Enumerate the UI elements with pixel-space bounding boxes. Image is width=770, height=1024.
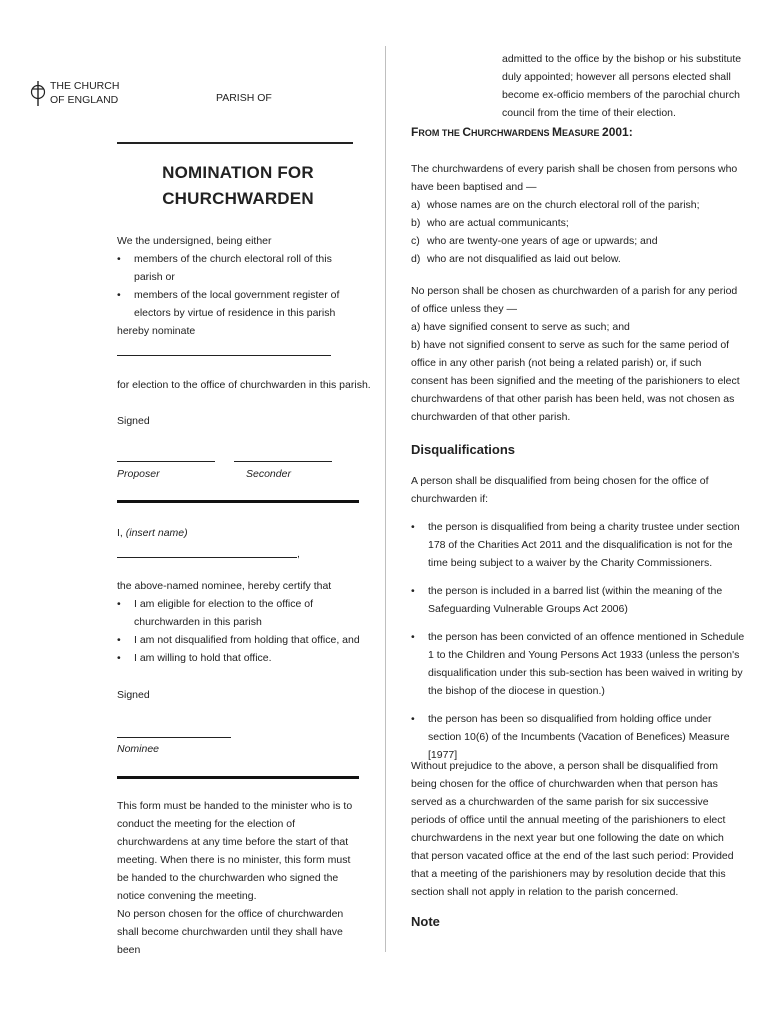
parish-label: PARISH OF — [216, 92, 272, 104]
nominee-signature-line — [117, 737, 231, 738]
certify-bullet: • I am willing to hold that office. — [117, 649, 363, 667]
chosen-item-c: c) who are twenty-one years of age or upwards; and — [411, 235, 658, 247]
disqualification-list — [411, 518, 745, 764]
for-election-text: for election to the office of churchwarden in this parish. — [117, 379, 371, 391]
certifier-name-line — [117, 557, 297, 558]
nominee-name-line — [117, 355, 331, 356]
disqualification-item: • the person has been convicted of an offence mentioned in Schedule 1 to the Children and Young Persons Act 1933 (unless the person's disqualification under this sub-section has been waived in writing by the bishop of the diocese in question.) — [411, 628, 745, 700]
logo-line-2: OF ENGLAND — [50, 94, 119, 106]
note-heading: Note — [411, 914, 440, 929]
seconder-signature-line — [234, 461, 332, 462]
footer-paragraph-2: No person chosen for the office of churchwarden shall become churchwarden until they shall have been — [117, 908, 344, 956]
proposer-signature-line — [117, 461, 215, 462]
insert-name-hint: (insert name) — [125, 527, 188, 539]
chosen-intro: The churchwardens of every parish shall be chosen from persons who have been baptised and — — [411, 163, 738, 193]
section-divider-2 — [117, 776, 359, 779]
no-person-item-b: b) have not signified consent to serve as such for the same period of office in any other parish (not being a related parish) or, if such consent has been signified and the meeting of the parishioners to elect churchwardens of that other parish has been held, was not chosen as churchwarden of that other parish. — [411, 339, 740, 423]
certify-intro: the above-named nominee, hereby certify that — [117, 580, 332, 592]
column-divider — [385, 46, 386, 952]
disqualification-item: • the person has been so disqualified from holding office under section 10(6) of the Incumbents (Vacation of Benefices) Measure [1977] — [411, 710, 745, 764]
title-line-1: NOMINATION FOR — [162, 163, 314, 182]
seconder-label: Seconder — [246, 468, 291, 480]
undersigned-bullet: • members of the local government register of electors by virtue of residence in this parish — [117, 286, 361, 322]
logo-line-1: THE CHURCH — [50, 80, 120, 92]
parish-name-line — [117, 142, 353, 144]
certify-section — [117, 577, 363, 667]
certifier-comma: , — [297, 548, 300, 560]
no-person-intro: No person shall be chosen as churchwarden of a parish for any period of office unless they — — [411, 285, 738, 315]
disqualifications-heading: Disqualifications — [411, 442, 516, 457]
continuation-text: admitted to the office by the bishop or his substitute duly appointed; however all persons elected shall become ex-officio members of the parochial church council from the time of their election. — [502, 53, 742, 119]
title-line-2: CHURCHWARDEN — [162, 189, 314, 208]
proposer-label: Proposer — [117, 468, 160, 480]
undersigned-bullet: • members of the church electoral roll of this parish or — [117, 250, 361, 286]
undersigned-intro: We the undersigned, being either — [117, 235, 272, 247]
chosen-section — [411, 160, 741, 268]
footer-notes — [117, 797, 361, 959]
no-person-section — [411, 282, 741, 426]
insert-name-line — [117, 524, 188, 542]
church-of-england-logo — [30, 79, 120, 109]
undersigned-section — [117, 232, 361, 340]
disqualification-item: • the person is disqualified from being a charity trustee under section 178 of the Charities Act 2011 and the disqualification is not for the time being subject to a waiver by the Charity Commissioners. — [411, 518, 745, 572]
signed-label-1: Signed — [117, 415, 150, 427]
church-cross-icon — [30, 79, 46, 107]
hereby-nominate: hereby nominate — [117, 325, 196, 337]
nominee-label: Nominee — [117, 743, 160, 755]
prejudice-paragraph: Without prejudice to the above, a person shall be disqualified from being chosen for the office of churchwarden when that person has served as a churchwarden of the same parish for six successive periods of office until the annual meeting of the parishioners to elect churchwardens in the next year but one following the date on which that person vacated office at the end of the last such period: Provided that a meeting of the parishioners may by resolution decide that this section shall not apply in relation to the parish concerned. — [411, 760, 734, 898]
section-divider-1 — [117, 500, 359, 503]
certify-bullet: • I am not disqualified from holding that office, and — [117, 631, 363, 649]
page-title — [117, 160, 359, 212]
disqualification-item: • the person is included in a barred list (within the meaning of the Safeguarding Vulnerable Groups Act 2006) — [411, 582, 745, 618]
no-person-item-a: a) have signified consent to serve as such; and — [411, 321, 630, 333]
footer-paragraph-1: This form must be handed to the minister who is to conduct the meeting for the election of churchwardens at any time before the start of that meeting. When there is no minister, this form must be handed to the churchwarden who signed the notice convening the meeting. — [117, 800, 353, 902]
measure-heading: FROM THE CHURCHWARDENS MEASURE 2001: — [411, 125, 633, 139]
chosen-item-b: b) who are actual communicants; — [411, 217, 569, 229]
i-prefix: I, — [117, 527, 126, 539]
chosen-item-a: a) whose names are on the church electoral roll of the parish; — [411, 199, 700, 211]
disqualifications-intro: A person shall be disqualified from being chosen for the office of churchwarden if: — [411, 475, 709, 505]
signed-label-2: Signed — [117, 689, 150, 701]
certify-bullet: • I am eligible for election to the office of churchwarden in this parish — [117, 595, 363, 631]
chosen-item-d: d) who are not disqualified as laid out below. — [411, 253, 621, 265]
